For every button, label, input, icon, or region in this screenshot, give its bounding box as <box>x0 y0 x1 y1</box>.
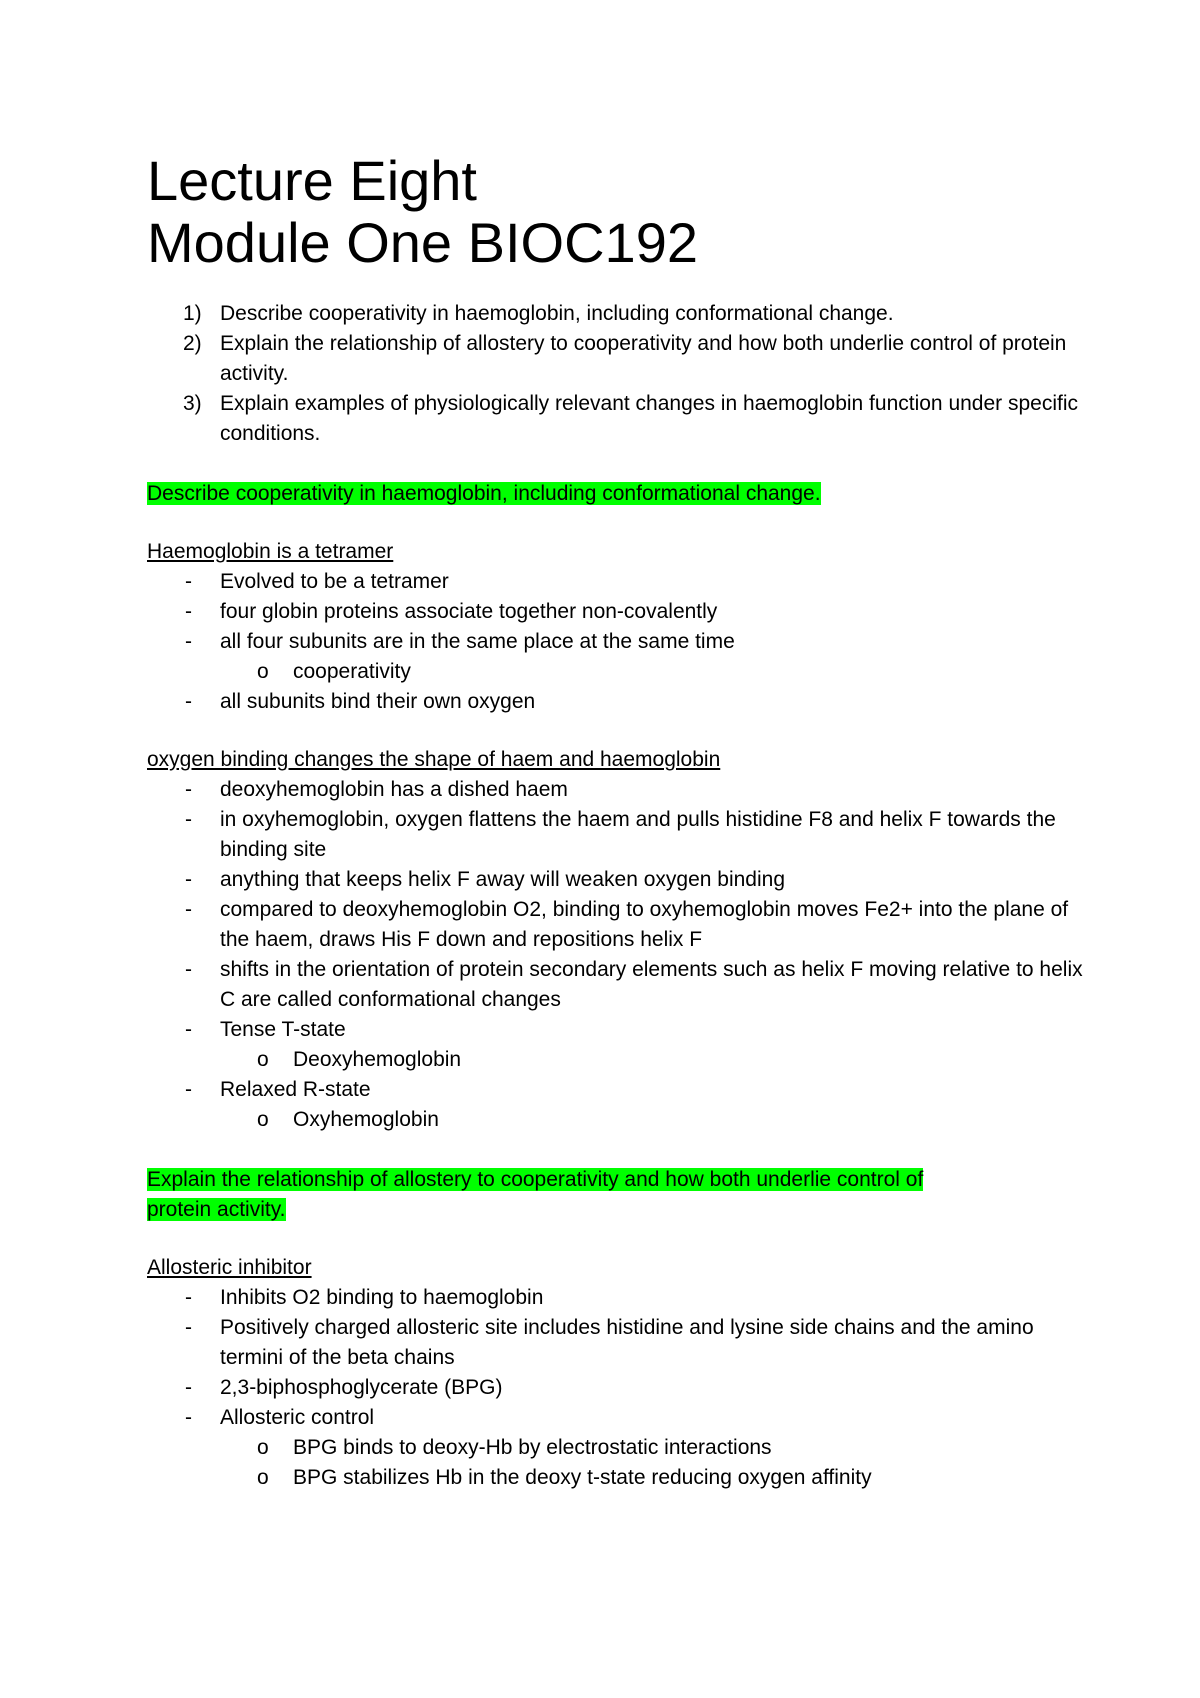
list-item <box>147 627 1087 687</box>
objective-number: 2) <box>183 332 202 355</box>
list-item-text: in oxyhemoglobin, oxygen flattens the haem and pulls histidine F8 and helix F towards the binding site <box>220 808 1056 861</box>
sub-list-item <box>147 1045 1087 1075</box>
objectives-list <box>147 299 1087 449</box>
dash-bullet: - <box>185 1406 192 1429</box>
list-item-text: Evolved to be a tetramer <box>220 570 449 593</box>
sub-list <box>220 1433 1087 1493</box>
dash-bullet: - <box>185 1316 192 1339</box>
dash-bullet: - <box>185 1078 192 1101</box>
list-item <box>147 1015 1087 1075</box>
list-item <box>147 597 1087 627</box>
list-item <box>147 687 1087 717</box>
sub-list <box>220 657 1087 687</box>
circle-bullet: o <box>257 1108 269 1131</box>
objective-text: Explain examples of physiologically relevant changes in haemoglobin function under specific conditions. <box>220 392 1079 445</box>
list-item <box>147 1075 1087 1135</box>
circle-bullet: o <box>257 660 269 683</box>
list-item <box>147 775 1087 805</box>
highlighted-heading-line-2: protein activity. <box>147 1198 286 1221</box>
list-item-text: compared to deoxyhemoglobin O2, binding to oxyhemoglobin moves Fe2+ into the plane of the haem, draws His F down and repositions helix F <box>220 898 1069 951</box>
document-page <box>147 150 1087 1493</box>
dash-bullet: - <box>185 1018 192 1041</box>
subheading-tetramer: Haemoglobin is a tetramer <box>147 540 394 563</box>
list-item <box>147 955 1087 1015</box>
sub-list-item-text: Oxyhemoglobin <box>293 1108 439 1131</box>
objective-item <box>147 389 1087 449</box>
objective-item <box>147 299 1087 329</box>
page-title <box>147 150 1087 274</box>
subheading-oxygen-binding: oxygen binding changes the shape of haem and haemoglobin <box>147 748 721 771</box>
dash-bullet: - <box>185 1376 192 1399</box>
list-item-text: anything that keeps helix F away will weaken oxygen binding <box>220 868 786 891</box>
list-item-text: Positively charged allosteric site includes histidine and lysine side chains and the amino termini of the beta chains <box>220 1316 1034 1369</box>
list-item-text: 2,3-biphosphoglycerate (BPG) <box>220 1376 503 1399</box>
sub-list-item <box>147 1463 1087 1493</box>
allosteric-inhibitor-list <box>147 1283 1087 1493</box>
section-heading-1 <box>147 479 1087 509</box>
objective-number: 1) <box>183 302 202 325</box>
sub-list-item-text: BPG binds to deoxy-Hb by electrostatic interactions <box>293 1436 772 1459</box>
sub-list-item <box>147 1433 1087 1463</box>
dash-bullet: - <box>185 868 192 891</box>
dash-bullet: - <box>185 808 192 831</box>
objective-item <box>147 329 1087 389</box>
oxygen-binding-list <box>147 775 1087 1135</box>
highlighted-heading: Describe cooperativity in haemoglobin, including conformational change. <box>147 482 821 505</box>
list-item-text: shifts in the orientation of protein secondary elements such as helix F moving relative to helix C are called conformational changes <box>220 958 1083 1011</box>
objective-text: Describe cooperativity in haemoglobin, including conformational change. <box>220 302 894 325</box>
list-item <box>147 865 1087 895</box>
list-item <box>147 1403 1087 1493</box>
circle-bullet: o <box>257 1436 269 1459</box>
sub-list-item-text: Deoxyhemoglobin <box>293 1048 462 1071</box>
objective-text: Explain the relationship of allostery to cooperativity and how both underlie control of protein activity. <box>220 332 1067 385</box>
objective-number: 3) <box>183 392 202 415</box>
dash-bullet: - <box>185 958 192 981</box>
circle-bullet: o <box>257 1048 269 1071</box>
list-item-text: Relaxed R-state <box>220 1078 371 1101</box>
list-item-text: all subunits bind their own oxygen <box>220 690 536 713</box>
dash-bullet: - <box>185 898 192 921</box>
dash-bullet: - <box>185 778 192 801</box>
section-heading-2 <box>147 1165 1087 1225</box>
circle-bullet: o <box>257 1466 269 1489</box>
tetramer-list <box>147 567 1087 717</box>
list-item-text: Allosteric control <box>220 1406 375 1429</box>
sub-list <box>220 1045 1087 1075</box>
list-item <box>147 895 1087 955</box>
title-line-1: Lecture Eight <box>147 149 477 212</box>
sub-list-item-text: BPG stabilizes Hb in the deoxy t-state reducing oxygen affinity <box>293 1466 872 1489</box>
sub-list-item <box>147 1105 1087 1135</box>
list-item-text: all four subunits are in the same place at the same time <box>220 630 735 653</box>
dash-bullet: - <box>185 600 192 623</box>
list-item <box>147 1313 1087 1373</box>
dash-bullet: - <box>185 630 192 653</box>
list-item-text: deoxyhemoglobin has a dished haem <box>220 778 568 801</box>
sub-list-item <box>147 657 1087 687</box>
list-item <box>147 1283 1087 1313</box>
dash-bullet: - <box>185 1286 192 1309</box>
dash-bullet: - <box>185 690 192 713</box>
sub-list <box>220 1105 1087 1135</box>
list-item-text: Tense T-state <box>220 1018 346 1041</box>
list-item <box>147 567 1087 597</box>
title-line-2: Module One BIOC192 <box>147 211 698 274</box>
list-item <box>147 805 1087 865</box>
subheading-allosteric-inhibitor: Allosteric inhibitor <box>147 1256 312 1279</box>
highlighted-heading-line-1: Explain the relationship of allostery to cooperativity and how both underlie control of <box>147 1168 924 1191</box>
list-item <box>147 1373 1087 1403</box>
list-item-text: four globin proteins associate together non-covalently <box>220 600 718 623</box>
list-item-text: Inhibits O2 binding to haemoglobin <box>220 1286 544 1309</box>
dash-bullet: - <box>185 570 192 593</box>
sub-list-item-text: cooperativity <box>293 660 411 683</box>
